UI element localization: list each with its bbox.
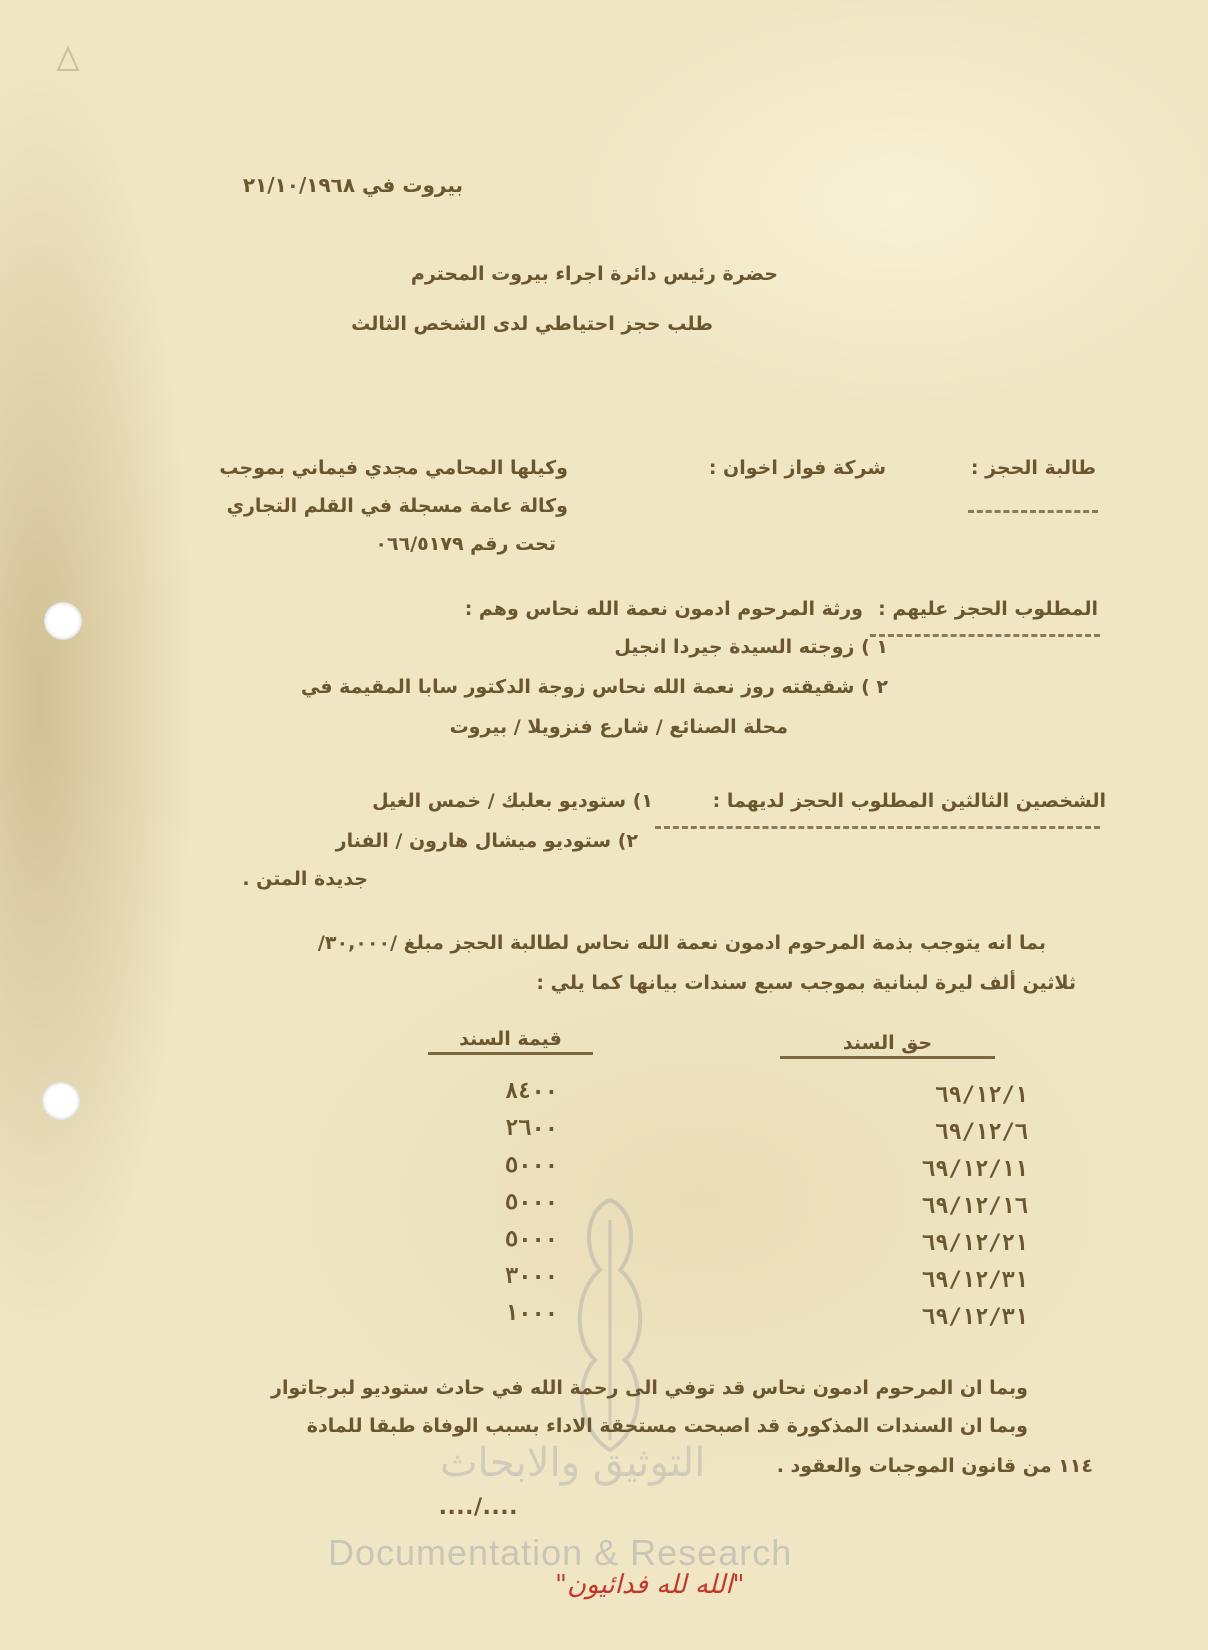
claimant-agent-line2: وكالة عامة مسجلة في القلم التجاري bbox=[226, 495, 568, 517]
defendant-item-1: ١ ) زوجته السيدة جيردا انجيل bbox=[614, 636, 888, 658]
bond-value-7: ١٠٠٠ bbox=[505, 1301, 558, 1326]
third-party-item-2: ٢) ستوديو ميشال هارون / الفنار bbox=[335, 830, 638, 852]
claimant-label: طالبة الحجز : bbox=[970, 457, 1096, 479]
claimant-company: شركة فواز اخوان : bbox=[708, 457, 886, 479]
column-header-value: قيمة السند bbox=[428, 1028, 593, 1055]
third-party-item-2-cont: جديدة المتن . bbox=[242, 868, 368, 890]
bond-value-2: ٢٦٠٠ bbox=[505, 1116, 558, 1141]
bond-value-4: ٥٠٠٠ bbox=[505, 1190, 558, 1215]
body-para1-line2: ثلاثين ألف ليرة لبنانية بموجب سبع سندات بيانها كما يلي : bbox=[536, 972, 1076, 994]
closing-line3: ١١٤ من قانون الموجبات والعقود . bbox=[776, 1455, 1093, 1477]
addressee: حضرة رئيس دائرة اجراء بيروت المحترم bbox=[410, 263, 778, 285]
bond-value-5: ٥٠٠٠ bbox=[505, 1227, 558, 1252]
watermark-arabic: التوثيق والابحاث bbox=[440, 1440, 706, 1486]
claimant-agent-line1: وكيلها المحامي مجدي فيماني بموجب bbox=[219, 457, 568, 479]
claimant-agent-line3: تحت رقم ٠٦٦/٥١٧٩ bbox=[375, 533, 556, 555]
third-parties-underline bbox=[655, 826, 1100, 829]
bond-due-1: ٦٩/١٢/١ bbox=[935, 1083, 1028, 1108]
defendant-item-2-line2: محلة الصنائع / شارع فنزويلا / بيروت bbox=[449, 716, 788, 738]
handwritten-note: "الله لله فدائيون" bbox=[555, 1570, 745, 1600]
place-date: بيروت في ٢١/١٠/١٩٦٨ bbox=[242, 173, 463, 197]
bond-value-1: ٨٤٠٠ bbox=[505, 1079, 558, 1104]
closing-line2: وبما ان السندات المذكورة قد اصبحت مستحقة الاداء بسبب الوفاة طبقا للمادة bbox=[306, 1415, 1028, 1437]
bond-due-5: ٦٩/١٢/٢١ bbox=[922, 1231, 1028, 1256]
bond-value-3: ٥٠٠٠ bbox=[505, 1153, 558, 1178]
defendants-label: المطلوب الحجز عليهم : bbox=[878, 598, 1098, 620]
third-party-item-1: ١) ستوديو بعلبك / خمس الغيل bbox=[372, 790, 653, 812]
closing-line1: وبما ان المرحوم ادمون نحاس قد توفي الى رحمة الله في حادث ستوديو لبرجاتوار bbox=[271, 1377, 1028, 1399]
bond-due-3: ٦٩/١٢/١١ bbox=[922, 1157, 1028, 1182]
body-para1-line1: بما انه يتوجب بذمة المرحوم ادمون نعمة الله نحاس لطالبة الحجز مبلغ /٣٠,٠٠٠/ bbox=[317, 932, 1046, 954]
watermark-text: Documentation & Research bbox=[328, 1532, 793, 1573]
defendant-item-2-line1: ٢ ) شقيقته روز نعمة الله نحاس زوجة الدكتور سابا المقيمة في bbox=[300, 676, 888, 698]
third-parties-label: الشخصين الثالثين المطلوب الحجز لديهما : bbox=[712, 790, 1106, 812]
bond-value-6: ٣٠٠٠ bbox=[505, 1264, 558, 1289]
bond-due-4: ٦٩/١٢/١٦ bbox=[922, 1194, 1028, 1219]
column-header-due: حق السند bbox=[780, 1032, 995, 1059]
defendants-intro: ورثة المرحوم ادمون نعمة الله نحاس وهم : bbox=[464, 598, 863, 620]
bond-due-6: ٦٩/١٢/٣١ bbox=[922, 1268, 1028, 1293]
punch-hole-top bbox=[44, 602, 82, 640]
punch-hole-bottom bbox=[42, 1082, 80, 1120]
bond-due-2: ٦٩/١٢/٦ bbox=[935, 1120, 1028, 1145]
continuation-mark: ..../.... bbox=[438, 1495, 518, 1520]
bond-due-7: ٦٩/١٢/٣١ bbox=[922, 1305, 1028, 1330]
defendants-underline bbox=[870, 634, 1100, 637]
subject: طلب حجز احتياطي لدى الشخص الثالث bbox=[351, 313, 713, 335]
claimant-underline bbox=[968, 510, 1098, 513]
corner-stain-icon bbox=[48, 40, 88, 80]
